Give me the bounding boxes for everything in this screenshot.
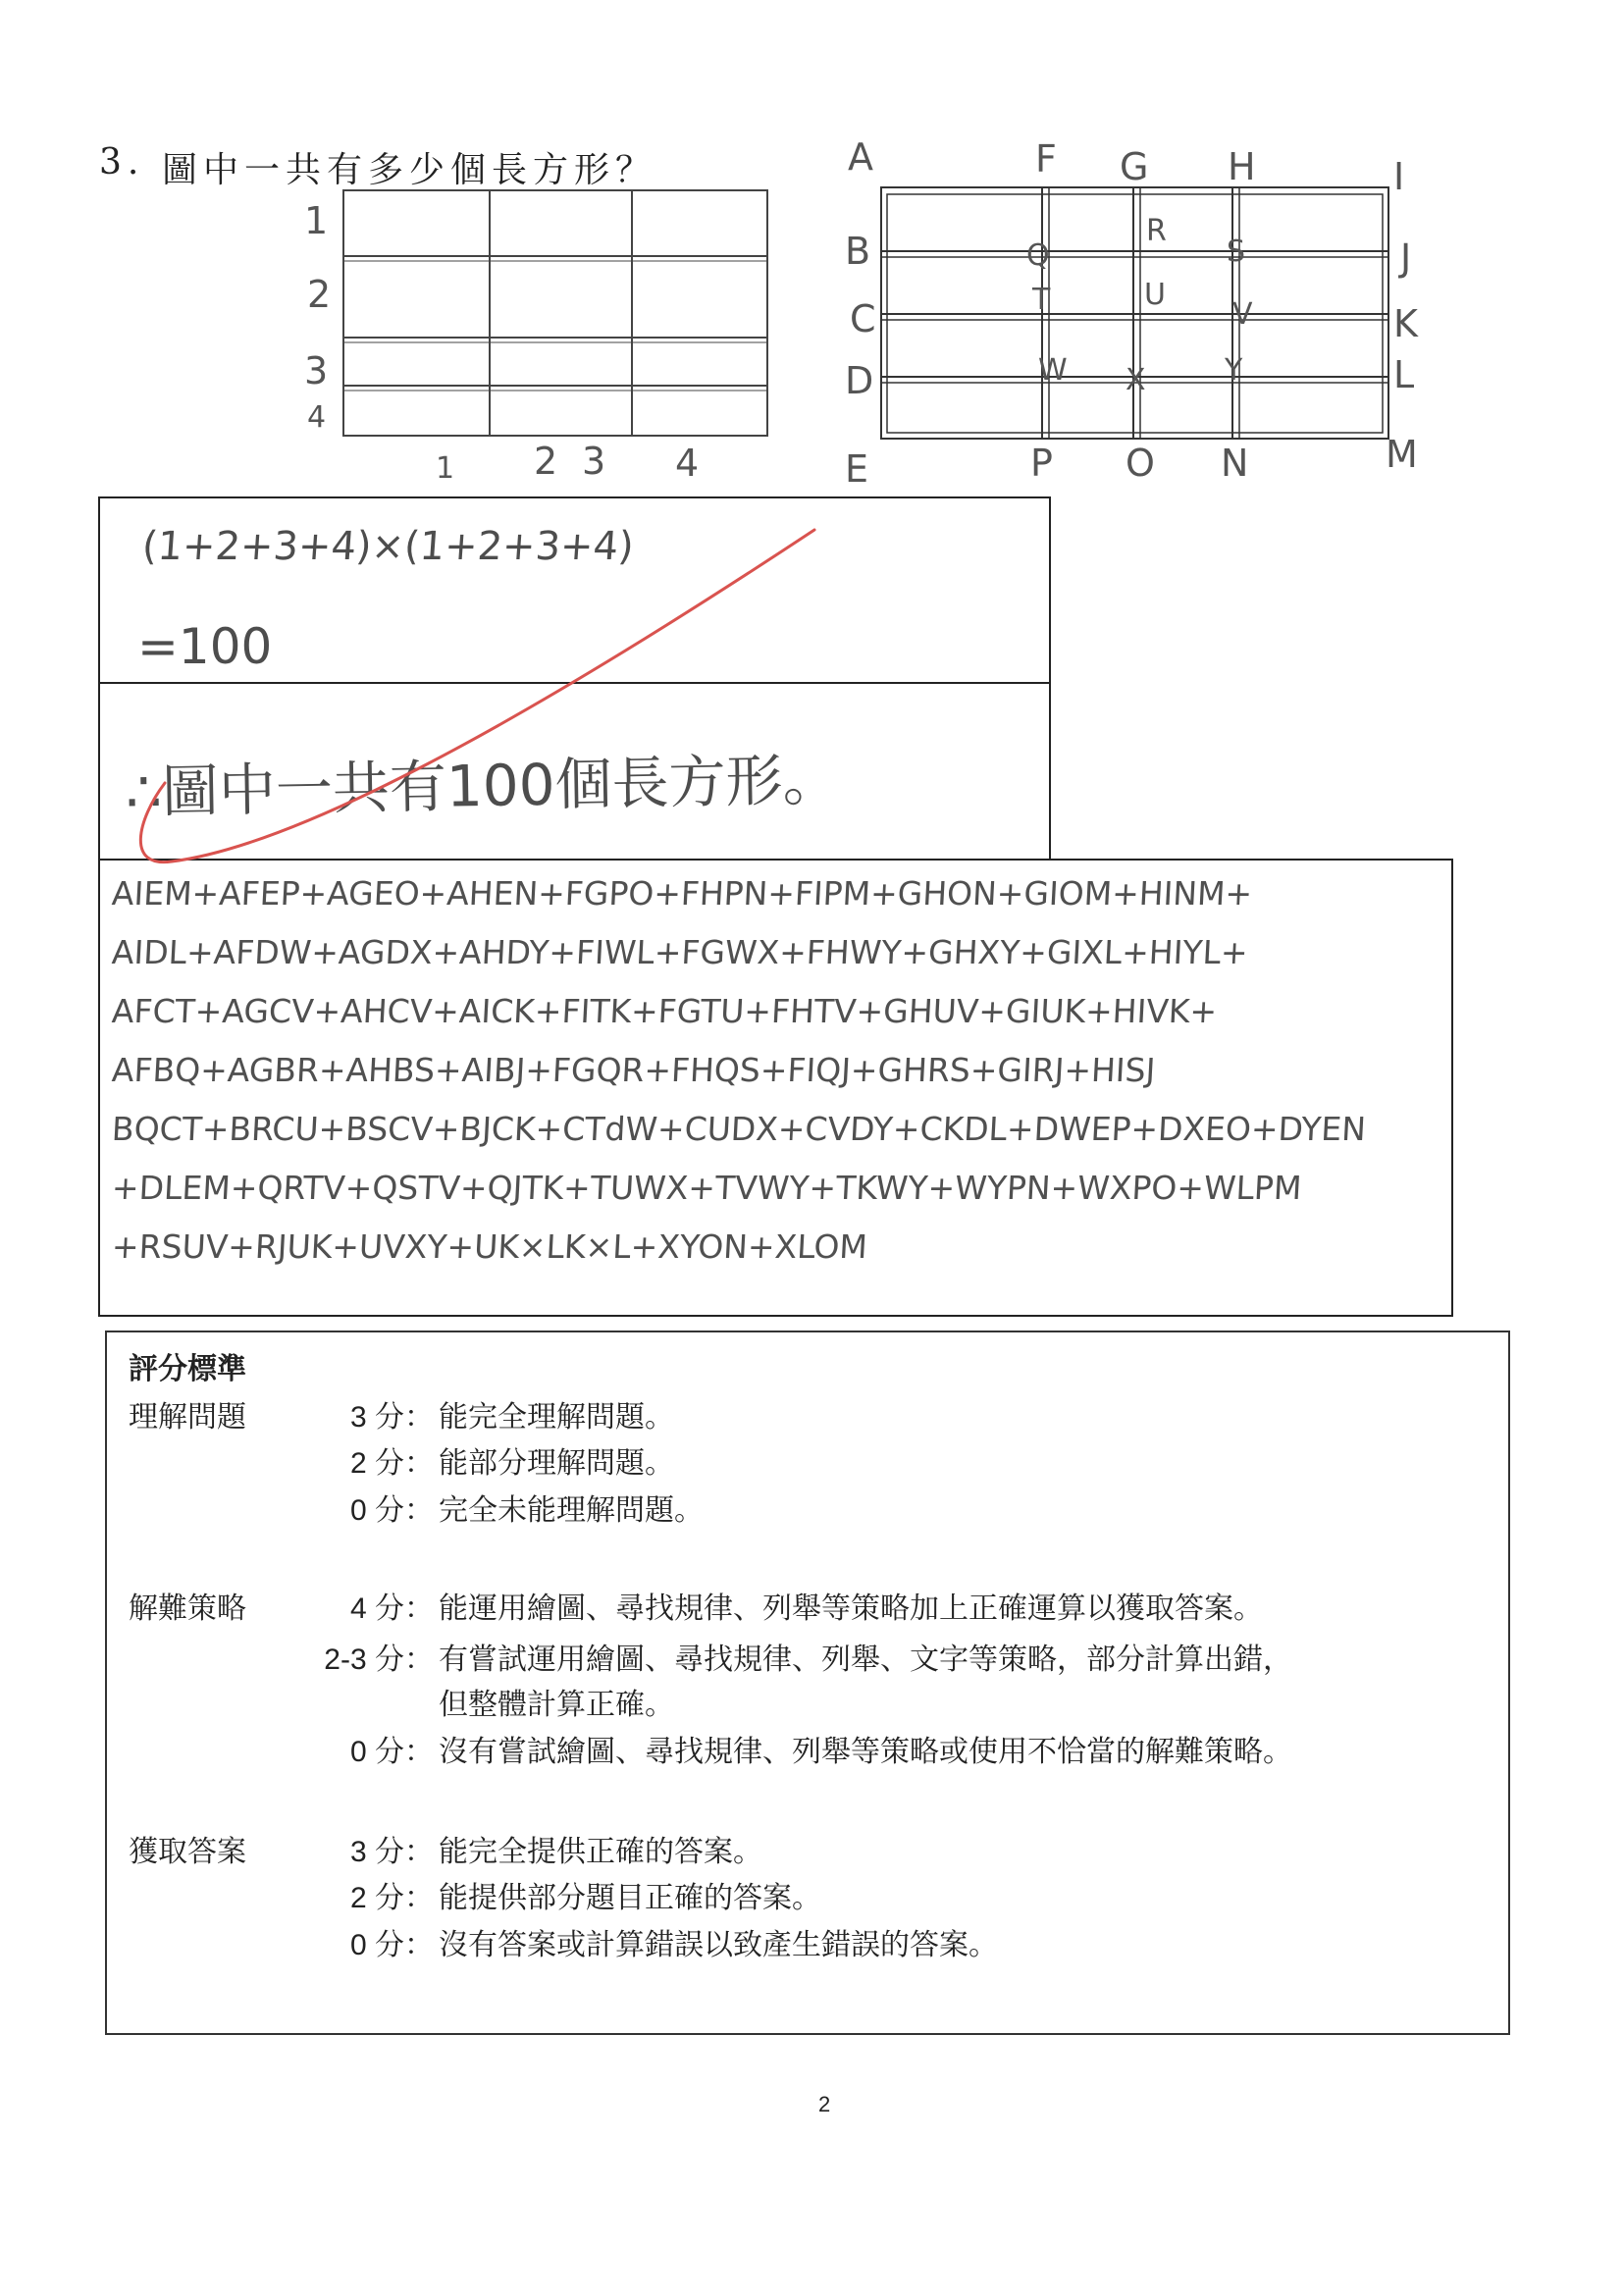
answer-conclusion: ∴圖中一共有100個長方形。 <box>125 746 841 826</box>
right-grid-bottom-label: P <box>1030 442 1053 485</box>
listing-line: AIDL+AFDW+AGDX+AHDY+FIWL+FGWX+FHWY+GHXY+GIXL+HIYL+ <box>111 933 1249 971</box>
right-grid-top-label: H <box>1228 145 1256 188</box>
rubric-score: 2 分 <box>349 1882 404 1914</box>
rubric-separator: ： <box>404 1736 434 1768</box>
rubric-score: 3 分 <box>349 1836 404 1868</box>
right-grid-left-label: E <box>845 447 869 491</box>
rubric-section-name: 理解問題 <box>129 1401 246 1434</box>
rubric-desc-continued: 但整體計算正確。 <box>439 1689 674 1721</box>
question-text: 圖中一共有多少個長方形？ <box>162 150 657 190</box>
rubric-separator: ： <box>404 1592 434 1625</box>
right-grid-bottom-label: O <box>1126 442 1155 485</box>
right-grid-inner-label: R <box>1146 214 1167 248</box>
right-grid-inner-label: Y <box>1225 353 1243 388</box>
rubric-score: 2-3 分 <box>324 1644 404 1676</box>
rubric-desc: 能提供部分題目正確的答案。 <box>439 1882 821 1914</box>
right-grid-top-label: G <box>1120 145 1149 188</box>
rubric-separator: ： <box>404 1494 434 1527</box>
right-grid-inner-label: V <box>1232 297 1253 332</box>
listing-line: AIEM+AFEP+AGEO+AHEN+FGPO+FHPN+FIPM+GHON+GIOM+HINM+ <box>111 874 1254 913</box>
right-grid-right-label: K <box>1393 302 1418 345</box>
right-grid-inner-label: S <box>1227 235 1246 269</box>
right-grid-inner-label: U <box>1144 278 1166 312</box>
left-grid-col-label: 3 <box>582 440 606 483</box>
rubric-desc: 沒有嘗試繪圖、尋找規律、列舉等策略或使用不恰當的解難策略。 <box>439 1736 1292 1768</box>
rubric-score: 3 分 <box>349 1401 404 1434</box>
left-grid-row-label: 4 <box>307 400 327 435</box>
rubric-separator: ： <box>404 1644 434 1676</box>
listing-line: BQCT+BRCU+BSCV+BJCK+CTdW+CUDX+CVDY+CKDL+DWEP+DXEO+DYEN <box>111 1110 1367 1148</box>
rubric-separator: ： <box>404 1929 434 1961</box>
rubric-desc: 沒有答案或計算錯誤以致產生錯誤的答案。 <box>439 1929 998 1961</box>
right-grid-right-label: M <box>1386 433 1418 476</box>
left-grid-col-label: 2 <box>534 440 558 483</box>
listing-line: AFBQ+AGBR+AHBS+AIBJ+FGQR+FHQS+FIQJ+GHRS+GIRJ+HISJ <box>111 1051 1157 1089</box>
rubric-separator: ： <box>404 1836 434 1868</box>
right-grid-left-label: D <box>845 359 874 402</box>
rubric-score: 0 分 <box>349 1494 404 1527</box>
left-grid-row-label: 3 <box>304 349 329 392</box>
rubric-title: 評分標準 <box>129 1353 246 1385</box>
right-grid-top-label: I <box>1393 155 1405 198</box>
rubric-section-name: 獲取答案 <box>129 1836 246 1868</box>
right-grid-bottom-label: N <box>1221 442 1249 485</box>
listing-line: AFCT+AGCV+AHCV+AICK+FITK+FGTU+FHTV+GHUV+GIUK+HIVK+ <box>111 992 1219 1030</box>
page-number: 2 <box>818 2092 831 2116</box>
rubric-desc: 能完全理解問題。 <box>439 1401 674 1434</box>
left-grid-col-label: 4 <box>675 442 700 485</box>
rubric-score: 0 分 <box>349 1736 404 1768</box>
rubric-separator: ： <box>404 1401 434 1434</box>
teacher-check-mark <box>140 530 814 862</box>
rubric-desc: 能完全提供正確的答案。 <box>439 1836 762 1868</box>
right-grid-left-label: B <box>845 230 871 273</box>
right-grid-inner-label: T <box>1032 283 1051 317</box>
rubric-desc: 有嘗試運用繪圖、尋找規律、列舉、文字等策略，部分計算出錯， <box>439 1644 1292 1676</box>
right-grid-inner-label: X <box>1126 363 1146 397</box>
right-grid-inner-label: W <box>1038 353 1068 388</box>
rubric-desc: 能部分理解問題。 <box>439 1447 674 1480</box>
rubric-score: 4 分 <box>349 1592 404 1625</box>
rubric-section-name: 解難策略 <box>129 1592 246 1625</box>
left-grid-col-label: 1 <box>436 451 455 486</box>
rubric-separator: ： <box>404 1882 434 1914</box>
listing-line: +DLEM+QRTV+QSTV+QJTK+TUWX+TVWY+TKWY+WYPN+WXPO+WLPM <box>111 1169 1303 1207</box>
rubric-separator: ： <box>404 1447 434 1480</box>
right-grid-top-label: A <box>848 135 873 179</box>
right-grid-right-label: J <box>1400 236 1412 280</box>
rubric-desc: 完全未能理解問題。 <box>439 1494 704 1527</box>
right-grid-top-label: F <box>1035 137 1057 181</box>
left-grid-row-label: 2 <box>307 273 332 316</box>
answer-result: =100 <box>137 618 273 675</box>
rubric-desc: 能運用繪圖、尋找規律、列舉等策略加上正確運算以獲取答案。 <box>439 1592 1263 1625</box>
listing-line: +RSUV+RJUK+UVXY+UK×LK×L+XYON+XLOM <box>111 1227 868 1266</box>
right-grid-inner-label: Q <box>1026 238 1050 273</box>
rubric-score: 2 分 <box>349 1447 404 1480</box>
rubric-score: 0 分 <box>349 1929 404 1961</box>
right-grid-right-label: L <box>1393 353 1415 396</box>
left-grid-row-label: 1 <box>304 199 329 242</box>
question-number: 3. <box>99 142 145 183</box>
answer-working: (1+2+3+4)×(1+2+3+4) <box>140 524 636 569</box>
right-grid-left-label: C <box>850 297 876 340</box>
